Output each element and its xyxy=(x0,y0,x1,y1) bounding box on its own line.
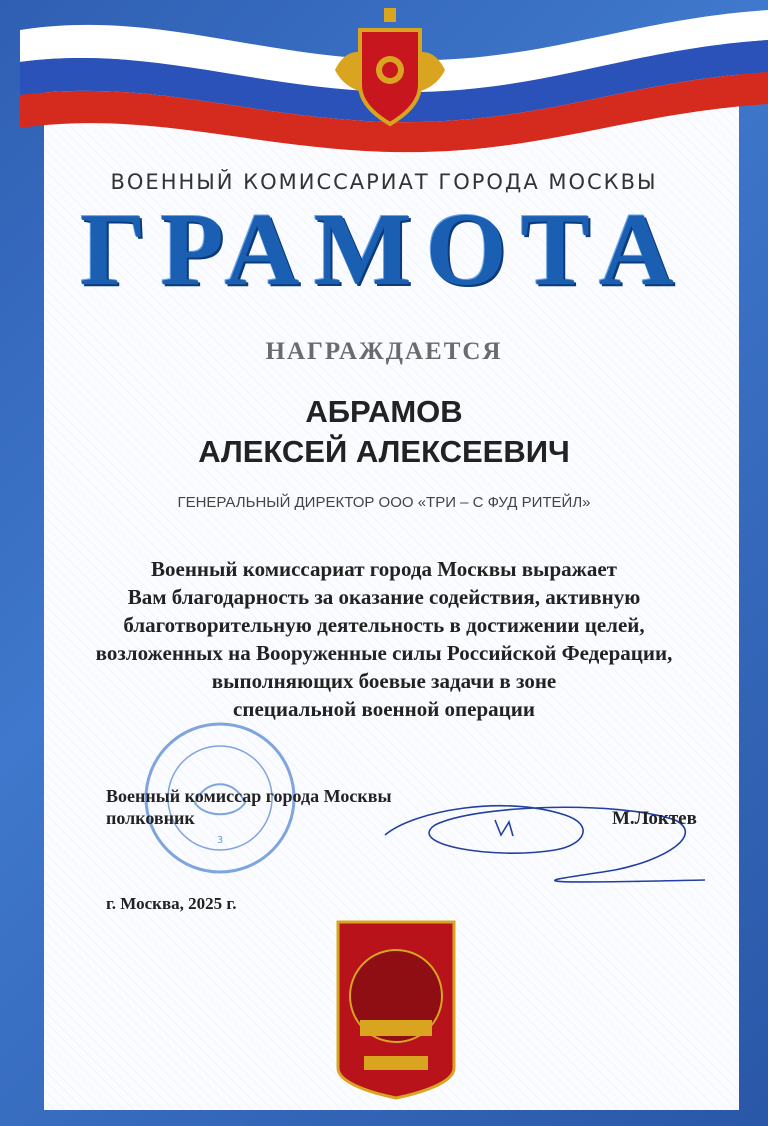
organization-heading: ВОЕННЫЙ КОМИССАРИАТ ГОРОДА МОСКВЫ xyxy=(110,170,658,194)
body-line: специальной военной операции xyxy=(233,697,535,721)
stamp-number: 3 xyxy=(216,835,224,846)
handwritten-signature-icon xyxy=(375,790,715,890)
recipient-surname: АБРАМОВ xyxy=(305,394,463,429)
body-line: благотворительную деятельность в достижении целей, xyxy=(123,613,645,637)
signatory-title-line1: Военный комиссар города Москвы xyxy=(106,786,392,806)
signatory-title xyxy=(106,785,392,829)
military-double-headed-eagle-emblem-icon xyxy=(330,0,450,130)
body-line: Вам благодарность за оказание содействия, активную xyxy=(127,585,641,609)
signatory-title-line2: полковник xyxy=(106,808,195,828)
signatory-name: М.Локтев xyxy=(612,808,697,829)
body-line: возложенных на Вооруженные силы Российской Федерации, xyxy=(95,641,673,665)
recipient-name-block xyxy=(0,392,768,472)
gratitude-text xyxy=(60,555,708,723)
place-date: г. Москва, 2025 г. xyxy=(106,894,237,913)
recipient-position: ГЕНЕРАЛЬНЫЙ ДИРЕКТОР ООО «ТРИ – С ФУД РИТЕЙЛ» xyxy=(177,494,591,511)
recipient-given-names: АЛЕКСЕЙ АЛЕКСЕЕВИЧ xyxy=(198,434,570,469)
body-line: выполняющих боевые задачи в зоне xyxy=(211,669,557,693)
military-commissariat-badge-icon xyxy=(330,918,462,1100)
certificate-title: ГРАМОТА xyxy=(80,192,688,307)
awarded-label: НАГРАЖДАЕТСЯ xyxy=(265,338,503,365)
body-line: Военный комиссариат города Москвы выражает xyxy=(151,557,617,581)
